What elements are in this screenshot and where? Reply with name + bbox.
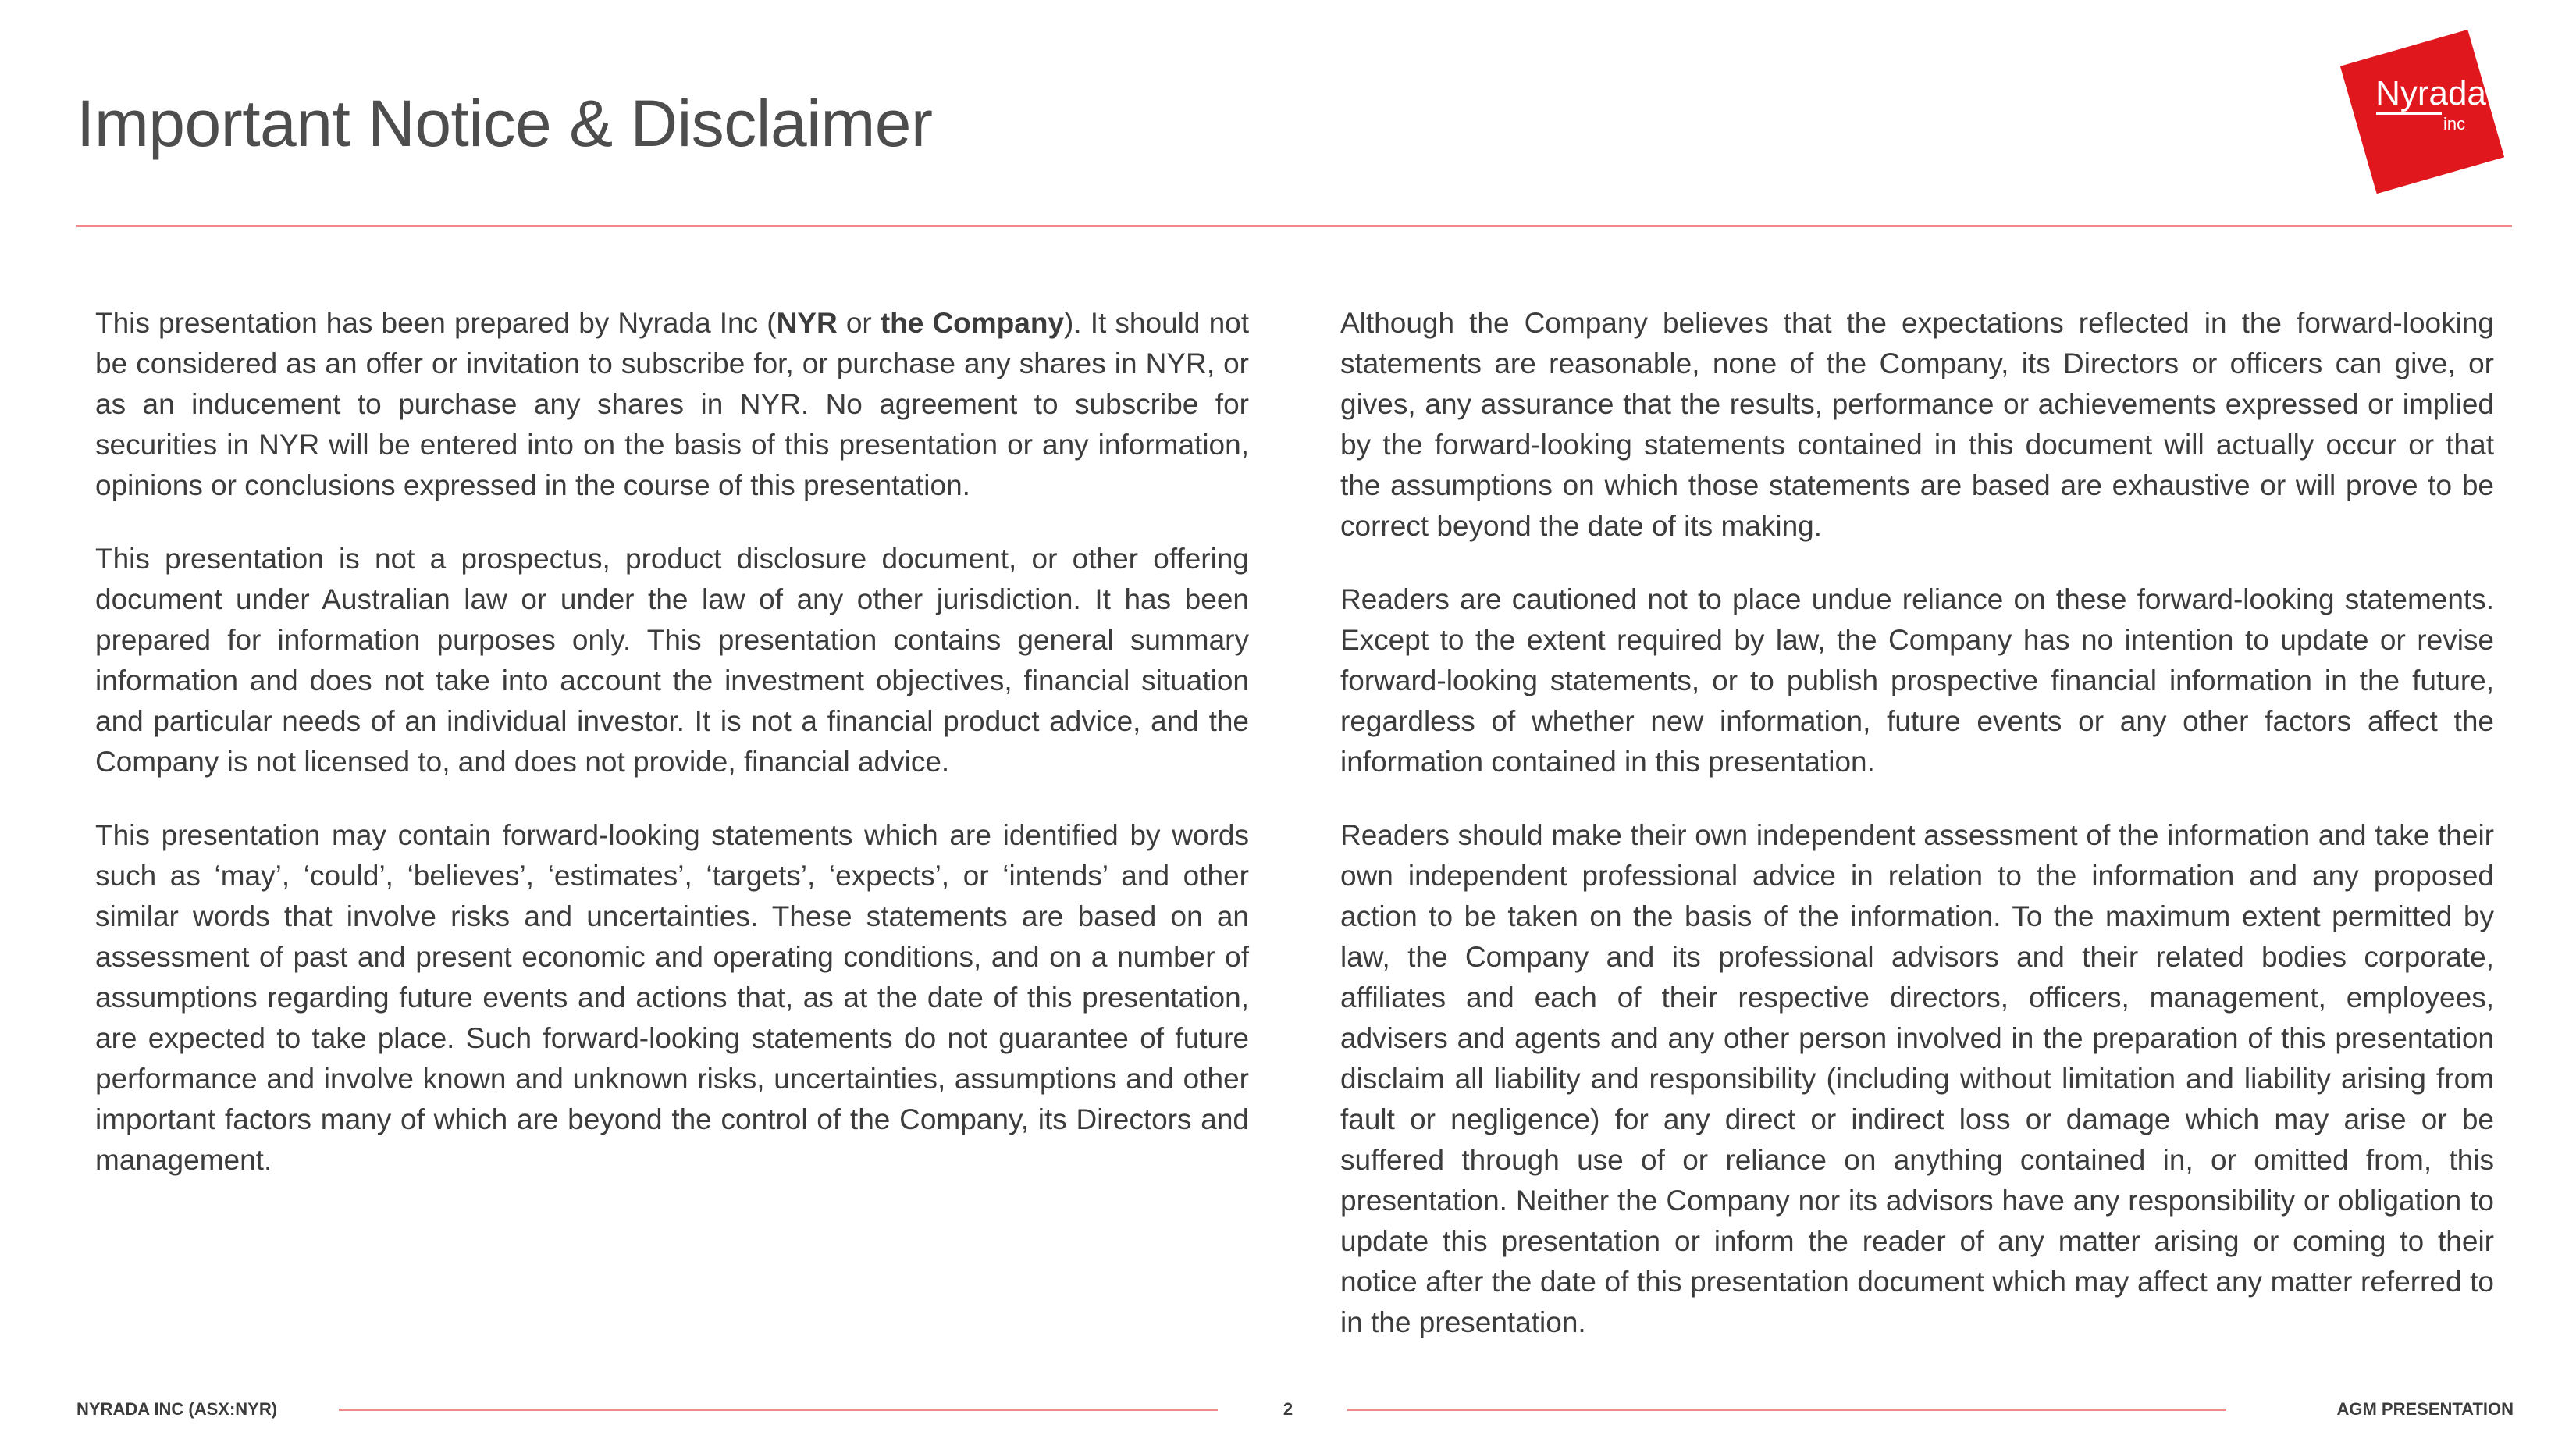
footer-company: NYRADA INC (ASX:NYR): [76, 1399, 278, 1419]
bold-the-company: the Company: [880, 307, 1065, 339]
left-column: [95, 303, 1249, 1213]
right-paragraph-2: Readers are cautioned not to place undue reliance on these forward-looking statements. Except to the extent required by law, the Company has no intention to update or revise forward-looking statements, or to publish prospective financial information in the future, regardless of whether new information, future events or any other factors affect the information contained in this presentation.: [1340, 583, 2494, 778]
footer-divider-right: [1347, 1409, 2226, 1411]
nyrada-logo: [2340, 28, 2510, 196]
right-paragraph-1: Although the Company believes that the expectations reflected in the forward-looking statements are reasonable, none of the Company, its Directors or officers can give, or gives, any assurance that the results, performance or achievements expressed or implied by the forward-looking statements contained in this document will actually occur or that the assumptions on which those statements are based are exhaustive or will prove to be correct beyond the date of its making.: [1340, 307, 2494, 542]
logo-underline: [2376, 112, 2442, 115]
right-column: [1340, 303, 2494, 1376]
footer-divider-left: [339, 1409, 1218, 1411]
right-paragraph-3: Readers should make their own independent assessment of the information and take their own independent professional advice in relation to the information and any proposed action to be taken on the basis of the information. To the maximum extent permitted by law, the Company and its professional advisors and their related bodies corporate, affiliates and each of their respective directors, officers, management, employees, advisers and agents and any other person involved in the preparation of this presentation disclaim all liability and responsibility (including without limitation and liability arising from fault or negligence) for any direct or indirect loss or damage which may arise or be suffered through use of or reliance on anything contained in, or omitted from, this presentation. Neither the Company nor its advisors have any responsibility or obligation to update this presentation or inform the reader of any matter arising or coming to their notice after the date of this presentation document which may affect any matter referred to in the presentation.: [1340, 819, 2494, 1338]
left-paragraph-1: [95, 303, 1249, 506]
text-run: or: [837, 307, 881, 339]
page-number: 2: [1283, 1399, 1293, 1419]
title-divider: [76, 225, 2512, 227]
text-run: ). It should not be considered as an offer or invitation to subscribe for, or purchase any shares in NYR, or as an inducement to purchase any shares in NYR. No agreement to subscribe for securities in NYR will be entered into on the basis of this presentation or any information, opinions or conclusions expressed in the course of this presentation.: [95, 307, 1250, 501]
logo-sub-text: inc: [2443, 114, 2466, 134]
left-paragraph-3: This presentation may contain forward-looking statements which are identified by words such as ‘may’, ‘could’, ‘believes’, ‘estimates’, ‘targets’, ‘expects’, or ‘intends’ and other similar words that involve risks and uncertainties. These statements are based on an assessment of past and present economic and operating conditions, and on a number of assumptions regarding future events and actions that, as at the date of this presentation, are expected to take place. Such forward-looking statements do not guarantee of future performance and involve known and unknown risks, uncertainties, assumptions and other important factors many of which are beyond the control of the Company, its Directors and management.: [95, 819, 1249, 1176]
logo-brand-text: Nyrada: [2375, 74, 2486, 112]
left-paragraph-2: This presentation is not a prospectus, product disclosure document, or other offering document under Australian law or under the law of any other jurisdiction. It has been prepared for information purposes only. This presentation contains general summary information and does not take into account the investment objectives, financial situation and particular needs of an individual investor. It is not a financial product advice, and the Company is not licensed to, and does not provide, financial advice.: [95, 543, 1249, 778]
text-run: This presentation has been prepared by Nyrada Inc (: [95, 307, 777, 339]
footer-doc-title: AGM PRESENTATION: [2336, 1399, 2514, 1419]
bold-nyr: NYR: [776, 307, 838, 339]
page-title: Important Notice & Disclaimer: [76, 87, 933, 160]
